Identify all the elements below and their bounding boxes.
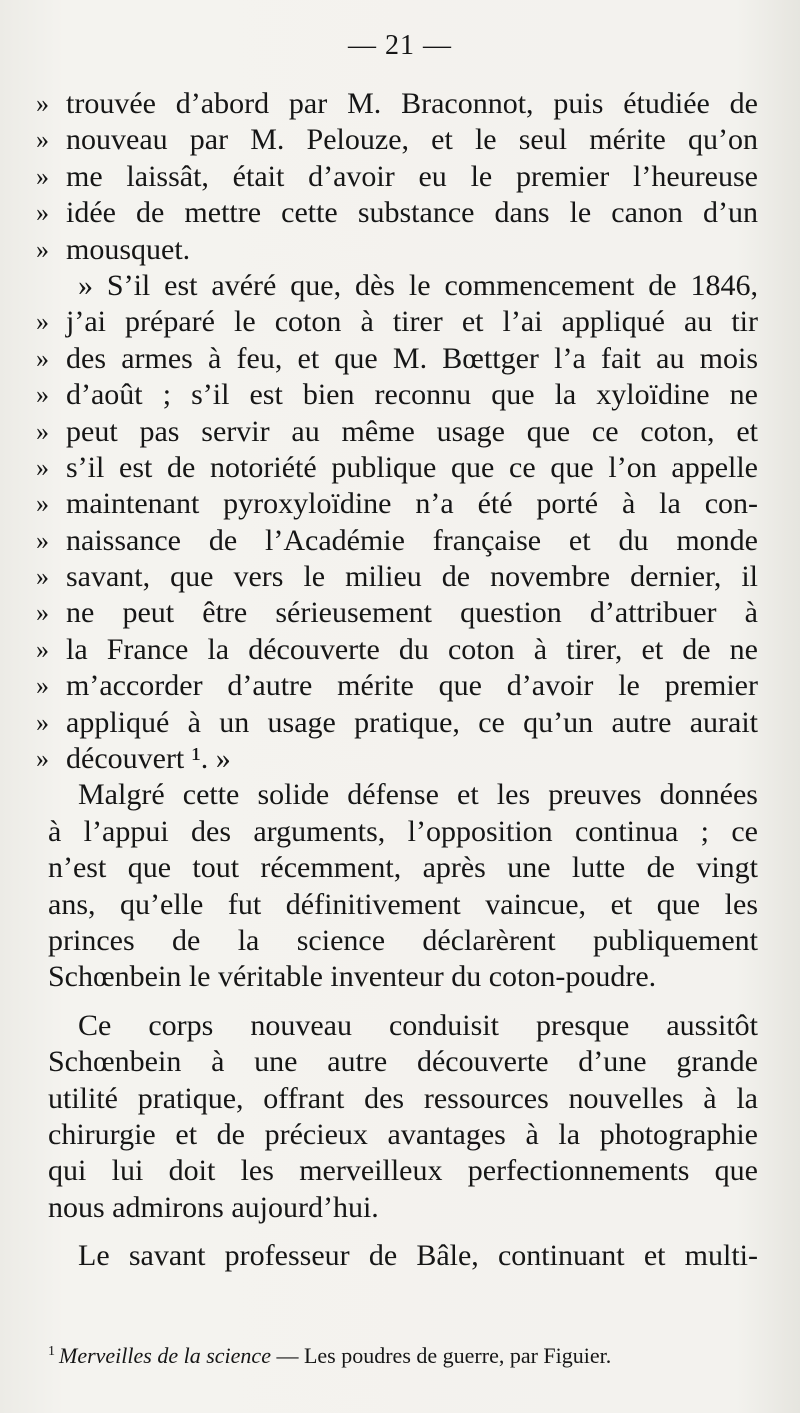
text-line-content: Schœnbein le véritable inventeur du coton-poudre. (48, 960, 657, 994)
text-line (36, 86, 758, 122)
text-line-content: » m’accorder d’autre mérite que d’avoir le premier (66, 669, 758, 703)
text-line (36, 632, 758, 668)
text-line (36, 887, 758, 923)
text-line (36, 232, 758, 268)
text-line (36, 1238, 758, 1274)
text-line (36, 523, 758, 559)
text-line-content: Malgré cette solide défense et les preuves données (78, 778, 758, 812)
text-line-content: utilité pratique, offrant des ressources nouvelles à la (48, 1081, 758, 1115)
text-line (36, 159, 758, 195)
text-line-content: » s’il est de notoriété publique que ce que l’on appelle (66, 450, 758, 484)
text-line (36, 668, 758, 704)
text-line-content: » des armes à feu, et que M. Bœttger l’a fait au mois (66, 341, 758, 375)
text-line-content: princes de la science déclarèrent publiquement (48, 923, 758, 957)
text-line (36, 1008, 758, 1044)
text-line-content: » nouveau par M. Pelouze, et le seul mérite qu’on (66, 123, 758, 157)
text-line (36, 450, 758, 486)
text-line (36, 1153, 758, 1189)
text-line-content: » la France la découverte du coton à tirer, et de ne (66, 632, 758, 666)
text-line-content: Ce corps nouveau conduisit presque aussitôt (78, 1008, 758, 1042)
footnote-source-title: Merveilles de la science (59, 1343, 271, 1368)
text-line-content: nous admirons aujourd’hui. (48, 1190, 379, 1224)
footnote (48, 1343, 764, 1369)
text-line (36, 777, 758, 813)
text-line-content: » S’il est avéré que, dès le commencement de 1846, (78, 268, 758, 302)
text-line-content: » mousquet. (66, 232, 191, 266)
text-line-content: » peut pas servir au même usage que ce coton, et (66, 414, 758, 448)
text-line (36, 414, 758, 450)
text-line (36, 377, 758, 413)
text-line-content: Le savant professeur de Bâle, continuant et multi- (78, 1239, 758, 1273)
text-line-content: » maintenant pyroxyloïdine n’a été porté à la con- (66, 487, 758, 521)
text-line-content: » naissance de l’Académie française et du monde (66, 523, 758, 557)
text-line-content: » j’ai préparé le coton à tirer et l’ai appliqué au tir (66, 305, 758, 339)
text-line (36, 1190, 758, 1226)
text-line-content: » trouvée d’abord par M. Braconnot, puis étudiée de (66, 87, 758, 120)
text-line (36, 304, 758, 340)
text-line (36, 741, 758, 777)
text-line-content: » appliqué à un usage pratique, ce qu’un autre aurait (66, 705, 758, 739)
text-line (36, 268, 758, 304)
text-line (36, 1117, 758, 1153)
text-line (36, 486, 758, 522)
text-line-content: Schœnbein à une autre découverte d’une grande (48, 1045, 758, 1079)
text-line-content: » me laissât, était d’avoir eu le premier l’heureuse (66, 159, 758, 193)
text-line-content: n’est que tout récemment, après une lutte de vingt (48, 851, 758, 885)
text-line-content: qui lui doit les merveilleux perfectionnements que (48, 1154, 758, 1188)
text-line-content: chirurgie et de précieux avantages à la photographie (48, 1117, 758, 1151)
text-line (36, 814, 758, 850)
footnote-text: — Les poudres de guerre, par Figuier. (270, 1343, 612, 1368)
text-line (36, 705, 758, 741)
text-line (36, 559, 758, 595)
text-line (36, 1081, 758, 1117)
text-line-content: » découvert ¹. » (66, 742, 231, 776)
text-line (36, 195, 758, 231)
text-line-content: ans, qu’elle fut définitivement vaincue, et que les (48, 887, 758, 921)
text-line (36, 923, 758, 959)
page-number: — 21 — (348, 30, 452, 61)
text-line (36, 122, 758, 158)
text-line-content: » ne peut être sérieusement question d’attribuer à (66, 596, 758, 630)
body-text (36, 86, 758, 1275)
text-line-content: » savant, que vers le milieu de novembre dernier, il (66, 560, 758, 594)
text-line (36, 341, 758, 377)
text-line-content: » idée de mettre cette substance dans le canon d’un (66, 196, 758, 230)
text-line-content: à l’appui des arguments, l’opposition continua ; ce (48, 814, 758, 848)
text-line-content: » d’août ; s’il est bien reconnu que la xyloïdine ne (66, 378, 758, 412)
text-line (36, 850, 758, 886)
text-line (36, 595, 758, 631)
text-line (36, 959, 758, 995)
footnote-mark: 1 (48, 1343, 55, 1359)
text-line (36, 1044, 758, 1080)
